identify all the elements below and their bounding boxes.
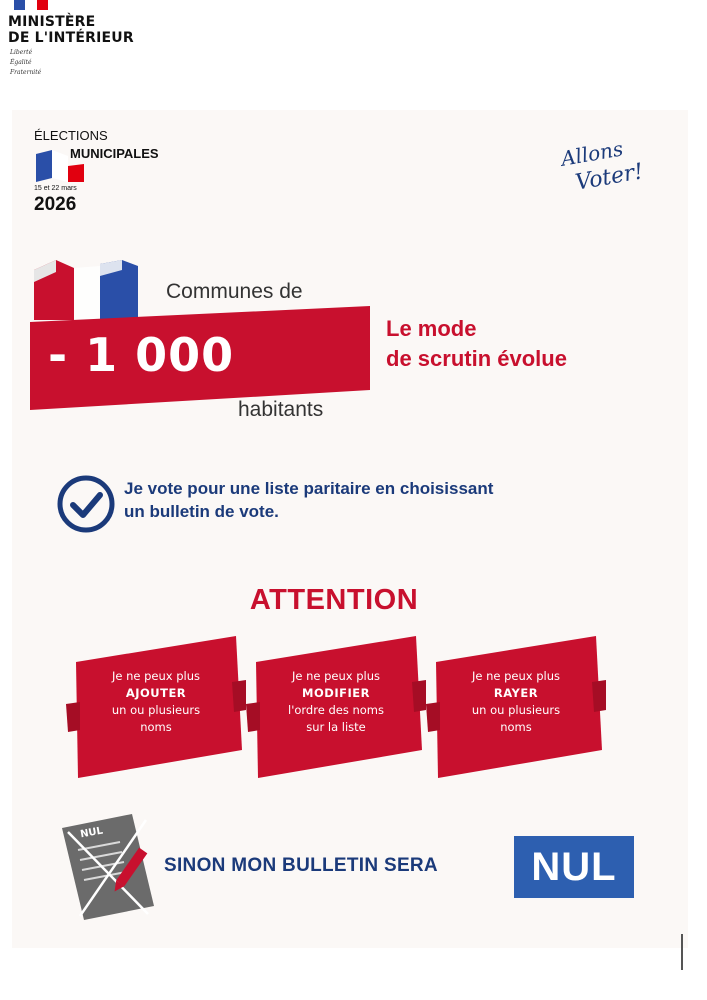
mode-heading-line1: Le mode [386, 316, 477, 341]
motto-liberte: Liberté [10, 49, 33, 56]
warning-text: SINON MON BULLETIN SERA [164, 855, 438, 876]
rule-modify-verb: MODIFIER [302, 686, 370, 700]
elections-dates: 15 et 22 mars [34, 185, 77, 192]
rule-modify [256, 668, 416, 736]
rule-add-line4: noms [140, 720, 172, 734]
attention-heading: ATTENTION [249, 584, 419, 616]
habitants-label: habitants [238, 398, 324, 421]
ballot-label: NUL [79, 825, 104, 841]
republic-flag-icon [14, 0, 48, 10]
mode-heading-line2: de scrutin évolue [386, 346, 567, 371]
rule-add [76, 668, 236, 736]
motto-fraternite: Fraternité [10, 69, 42, 76]
rule-add-verb: AJOUTER [125, 686, 187, 700]
ministry-name-line2: DE L'INTÉRIEUR [8, 30, 134, 46]
rule-strike-line1: Je ne peux plus [471, 669, 561, 683]
void-ballot-icon [58, 810, 158, 922]
vote-statement-line1: Je vote pour une liste paritaire en choisissant [124, 479, 494, 498]
allons-voter-logo [555, 132, 661, 198]
rule-strike-verb: RAYER [493, 686, 539, 700]
checkmark-circle-icon [56, 474, 116, 534]
rule-strike-line4: noms [500, 720, 532, 734]
scan-mark [681, 934, 683, 970]
nul-label: NUL [531, 844, 617, 889]
vote-statement-line2: un bulletin de vote. [124, 502, 279, 521]
nul-badge [514, 836, 634, 898]
communes-label: Communes de [166, 280, 303, 303]
rule-strike-line3: un ou plusieurs [471, 703, 561, 717]
motto-egalite: Égalité [10, 59, 32, 66]
elections-subtitle: MUNICIPALES [70, 146, 159, 161]
slogan-line2: Voter! [573, 159, 646, 196]
population-threshold: - 1 000 [48, 328, 235, 382]
rule-modify-line3: l'ordre des noms [288, 703, 384, 717]
slogan-line1: Allons [559, 136, 625, 171]
rule-modify-line1: Je ne peux plus [291, 669, 381, 683]
rule-add-line3: un ou plusieurs [111, 703, 201, 717]
rule-add-line1: Je ne peux plus [111, 669, 201, 683]
rule-modify-line4: sur la liste [306, 720, 366, 734]
ministry-name-line1: MINISTÈRE [8, 14, 96, 30]
elections-title: ÉLECTIONS [34, 128, 108, 143]
elections-year: 2026 [34, 194, 77, 215]
rule-strike [436, 668, 596, 736]
